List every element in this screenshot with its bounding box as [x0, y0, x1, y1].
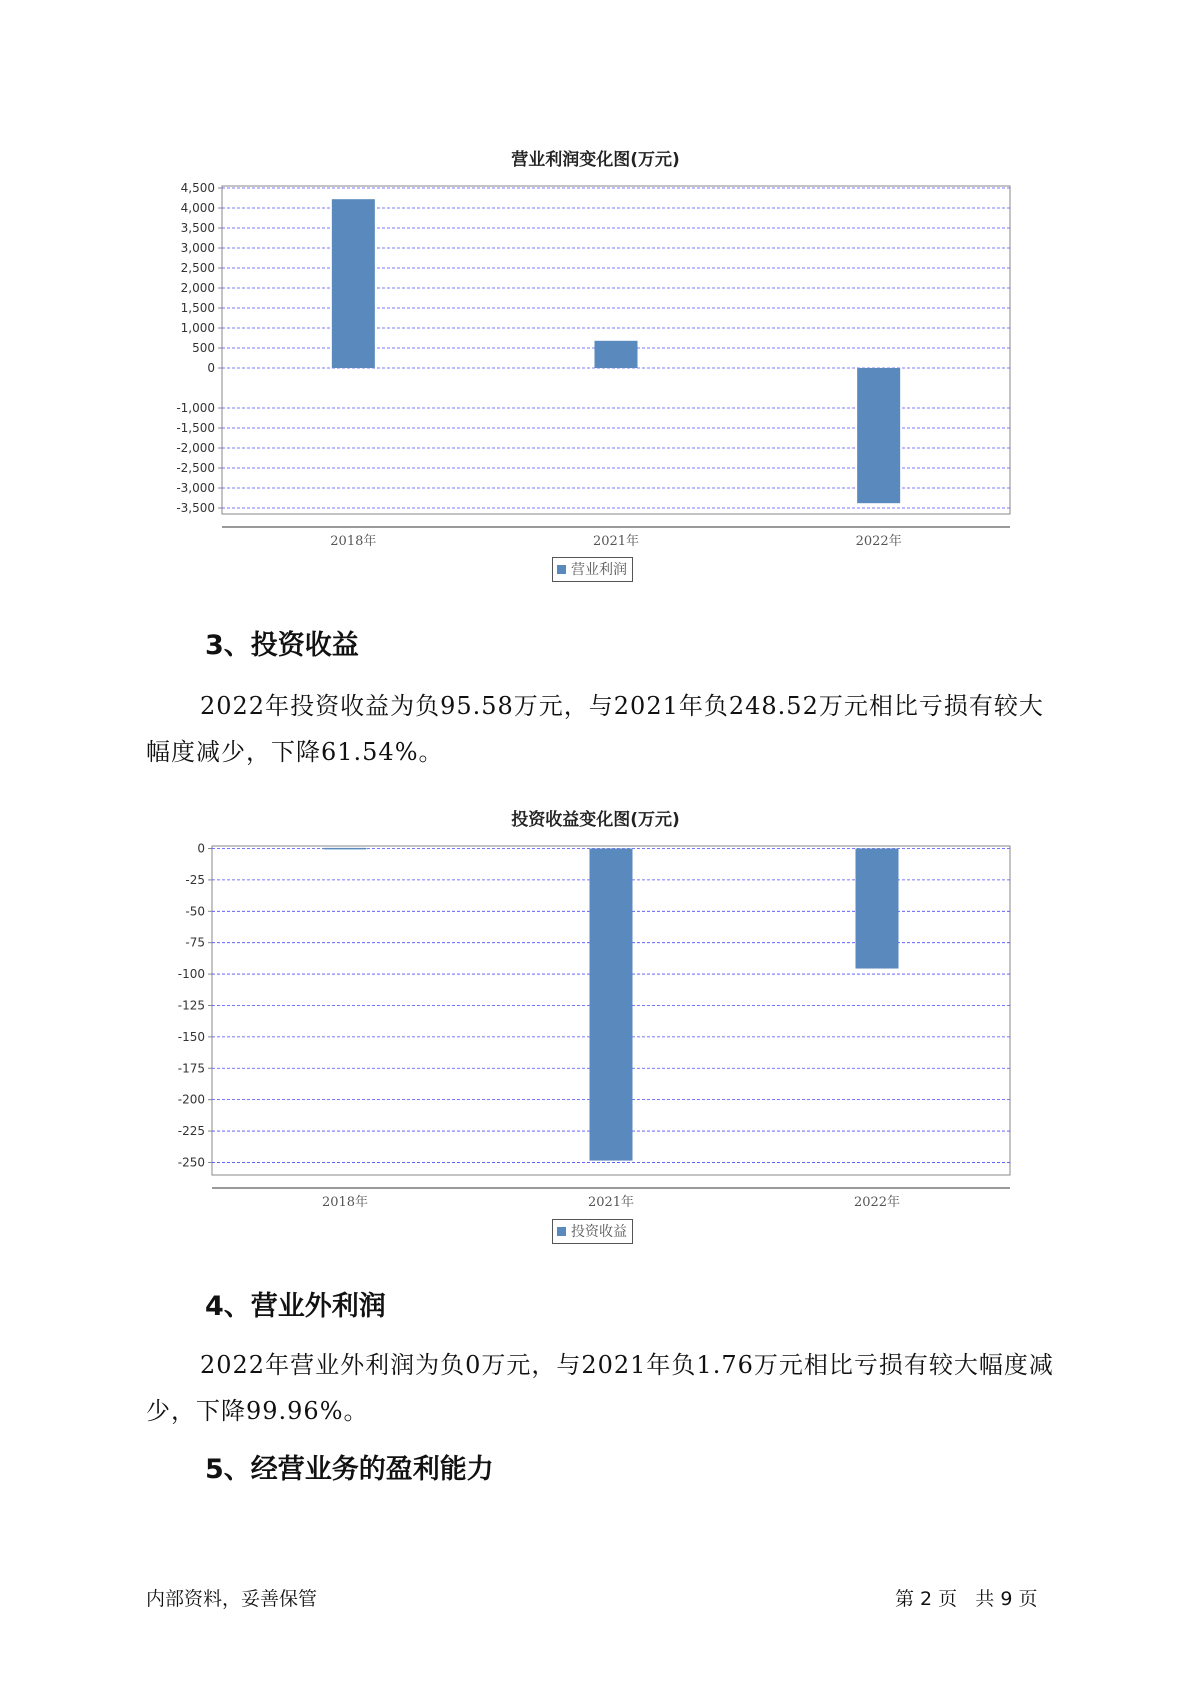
y-tick-label: -50 [185, 904, 205, 919]
y-tick-label: 0 [207, 361, 215, 375]
legend-swatch [557, 565, 566, 574]
investment-income-chart [0, 796, 1191, 1251]
bar-2022年 [856, 849, 899, 969]
y-tick-label: 2,000 [180, 281, 215, 295]
chart-plot [0, 136, 1191, 586]
section-heading-investment-income: 3、投资收益 [205, 630, 359, 661]
y-tick-label: -1,000 [176, 401, 215, 415]
paragraph-investment-income: 2022年投资收益为负95.58万元，与2021年负248.52万元相比亏损有较大幅度减少，下降61.54%。 [146, 692, 1044, 766]
y-tick-label: 4,000 [180, 201, 215, 215]
y-tick-label: -2,500 [176, 461, 215, 475]
x-tick-label: 2018年 [330, 534, 377, 549]
footer-confidential-note: 内部资料，妥善保管 [146, 1588, 318, 1610]
y-tick-label: 1,000 [180, 321, 215, 335]
y-tick-label: -250 [177, 1155, 205, 1170]
chart-title: 营业利润变化图(万元) [511, 150, 680, 170]
footer-page-number: 第 2 页 共 9 页 [895, 1588, 1038, 1610]
x-tick-label: 2022年 [855, 534, 902, 549]
legend-swatch [557, 1227, 566, 1236]
operating-profit-chart [0, 136, 1191, 586]
y-tick-label: -25 [185, 872, 205, 887]
y-tick-label: -125 [177, 998, 205, 1013]
y-tick-label: 2,500 [180, 261, 215, 275]
y-tick-label: 0 [197, 841, 205, 856]
y-tick-label: 1,500 [180, 301, 215, 315]
chart-legend [552, 1219, 633, 1244]
legend-label: 投资收益 [571, 1224, 627, 1240]
y-tick-label: -100 [177, 967, 205, 982]
y-tick-label: 3,000 [180, 241, 215, 255]
bar-2018年 [324, 848, 367, 850]
x-tick-label: 2021年 [587, 1195, 635, 1210]
y-tick-label: 500 [192, 341, 215, 355]
x-tick-label: 2021年 [592, 534, 640, 549]
bar-2021年 [590, 849, 633, 1161]
legend-label: 营业利润 [571, 562, 627, 578]
y-tick-label: 3,500 [180, 221, 215, 235]
bar-2022年 [857, 368, 900, 503]
bar-2018年 [332, 199, 375, 368]
section-heading-non-operating-profit: 4、营业外利润 [205, 1291, 386, 1322]
x-tick-label: 2022年 [853, 1195, 901, 1210]
section-heading-profitability: 5、经营业务的盈利能力 [205, 1454, 494, 1485]
y-tick-label: -200 [177, 1092, 205, 1107]
y-tick-label: 4,500 [180, 181, 215, 195]
y-tick-label: -3,000 [176, 481, 215, 495]
bar-2021年 [595, 341, 638, 368]
y-tick-label: -225 [177, 1124, 205, 1139]
y-tick-label: -2,000 [176, 441, 215, 455]
chart-legend [552, 557, 633, 582]
y-tick-label: -150 [177, 1029, 205, 1044]
y-tick-label: -75 [185, 935, 205, 950]
x-tick-label: 2018年 [321, 1195, 369, 1210]
chart-plot [0, 796, 1191, 1251]
paragraph-non-operating-profit: 2022年营业外利润为负0万元，与2021年负1.76万元相比亏损有较大幅度减少，下降99.96%。 [146, 1351, 1054, 1425]
y-tick-label: -1,500 [176, 421, 215, 435]
y-tick-label: -175 [177, 1061, 205, 1076]
y-tick-label: -3,500 [176, 501, 215, 515]
chart-title: 投资收益变化图(万元) [511, 810, 680, 830]
